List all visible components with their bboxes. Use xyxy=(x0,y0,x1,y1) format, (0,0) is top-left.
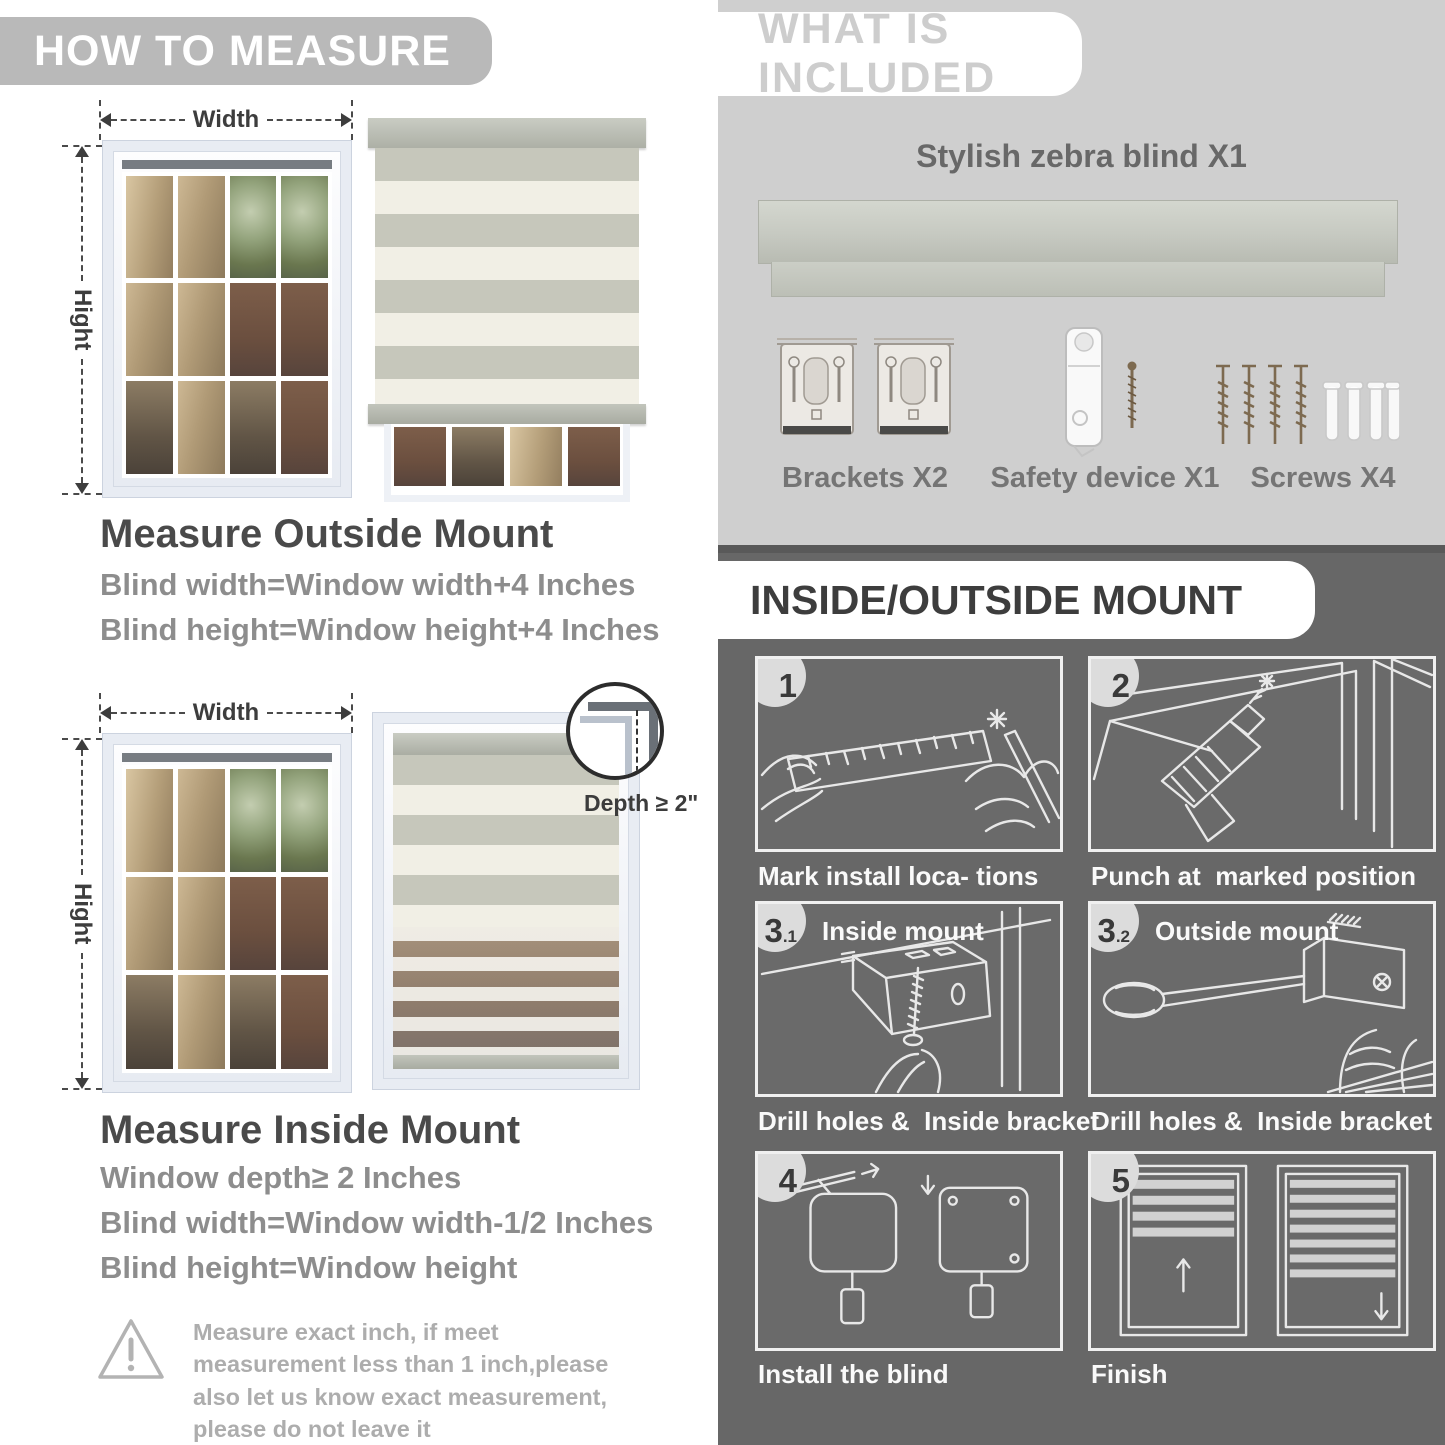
window-pane xyxy=(126,381,173,474)
dimension-tick xyxy=(62,1088,102,1090)
step-3-1-title: Inside mount xyxy=(822,916,984,946)
blind-bottom-rail xyxy=(393,1055,619,1069)
window-pane xyxy=(281,176,328,278)
window-sash-left xyxy=(126,176,225,474)
what-is-included-header-label: WHAT IS INCLUDED xyxy=(758,5,997,102)
window-pane xyxy=(510,427,562,486)
inside-mount-line-2: Blind width=Window width-1/2 Inches xyxy=(100,1205,654,1240)
window-pane xyxy=(281,769,328,872)
window-pane xyxy=(178,176,225,278)
blind-headrail-photo xyxy=(758,200,1398,264)
height-label: Hight xyxy=(69,883,96,945)
window-pane xyxy=(230,381,277,474)
window-pane xyxy=(230,176,277,278)
step-3-2-caption: Drill holes & Inside bracket xyxy=(1091,1106,1432,1136)
screws-label: Screws X4 xyxy=(1250,462,1396,494)
step-3-2-title: Outside mount xyxy=(1155,916,1339,946)
window-pane xyxy=(178,769,225,872)
window-sash-right xyxy=(230,769,329,1069)
step-panel-1 xyxy=(755,656,1063,852)
width-dimension xyxy=(100,701,352,725)
height-dimension xyxy=(70,146,94,494)
brackets-label: Brackets X2 xyxy=(781,462,949,494)
window-pane xyxy=(126,769,173,872)
dimension-tick xyxy=(351,693,353,733)
step-panel-4 xyxy=(755,1151,1063,1351)
window-bottom-photo xyxy=(384,424,630,502)
step-1-caption: Mark install loca- tions xyxy=(758,861,1039,891)
step-panel-2 xyxy=(1088,656,1436,852)
outside-mount-blind-figure xyxy=(368,118,646,504)
window-track xyxy=(122,753,332,762)
dimension-tick xyxy=(62,145,102,147)
blind-cassette xyxy=(368,118,646,148)
step-3-1-caption: Drill holes & Inside bracket xyxy=(758,1106,1099,1136)
dimension-dash xyxy=(81,750,83,875)
how-to-measure-header-label: HOW TO MEASURE xyxy=(34,26,451,75)
step-subnumber: .2 xyxy=(1115,927,1130,946)
width-dimension xyxy=(100,108,352,132)
step-panel-5 xyxy=(1088,1151,1436,1351)
window-pane xyxy=(178,975,225,1069)
dimension-tick xyxy=(62,738,102,740)
height-label: Hight xyxy=(69,289,96,351)
outside-mount-line-2: Blind height=Window height+4 Inches xyxy=(100,612,660,647)
dimension-dash xyxy=(111,119,185,121)
window-photo xyxy=(102,140,352,498)
step-number: 5 xyxy=(1111,1162,1130,1199)
window-pane xyxy=(568,427,620,486)
step-number: 3 xyxy=(1097,912,1116,949)
up-arrow-icon xyxy=(75,739,89,750)
blind-bottom-rail xyxy=(368,404,646,424)
up-arrow-icon xyxy=(75,146,89,157)
window-track xyxy=(122,160,332,169)
dimension-dash xyxy=(81,359,83,483)
window-pane xyxy=(178,283,225,376)
window-pane xyxy=(230,877,277,971)
outside-mount-title: Measure Outside Mount xyxy=(100,512,554,556)
inside-mount-window-figure xyxy=(62,695,362,1095)
window-pane xyxy=(230,975,277,1069)
step-5-caption: Finish xyxy=(1091,1359,1168,1389)
window-sash-right xyxy=(230,176,329,474)
step-number: 2 xyxy=(1111,667,1130,704)
dimension-tick xyxy=(62,493,102,495)
step-panel-3-1 xyxy=(755,901,1063,1097)
blind-sheer-fabric xyxy=(393,927,619,1055)
window-pane xyxy=(178,381,225,474)
left-arrow-icon xyxy=(100,706,111,720)
dimension-tick xyxy=(99,693,101,733)
window-pane xyxy=(126,176,173,278)
safety-device-photo xyxy=(1040,326,1160,460)
step-2-illustration xyxy=(1091,659,1433,849)
width-label: Width xyxy=(192,106,260,133)
dimension-dash xyxy=(81,157,83,281)
what-is-included-header xyxy=(718,5,1082,102)
window-pane xyxy=(230,283,277,376)
window-pane xyxy=(394,427,446,486)
frame-corner-graphic xyxy=(588,702,658,772)
depth-label: Depth ≥ 2" xyxy=(584,790,699,816)
left-arrow-icon xyxy=(100,113,111,127)
blind-fabric xyxy=(375,148,639,404)
step-5-illustration xyxy=(1091,1154,1433,1348)
blind-fabric xyxy=(393,755,619,927)
window-sash-left xyxy=(126,769,225,1069)
inside-mount-title: Measure Inside Mount xyxy=(100,1108,521,1152)
window-pane xyxy=(281,381,328,474)
step-number: 4 xyxy=(778,1162,797,1199)
inside-mount-line-1: Window depth≥ 2 Inches xyxy=(100,1160,462,1195)
depth-dashed-line xyxy=(636,710,638,772)
safety-device-label: Safety device X1 xyxy=(990,462,1220,494)
dimension-dash xyxy=(81,953,83,1078)
mount-guide-section xyxy=(718,545,1445,1445)
dimension-tick xyxy=(351,100,353,140)
outside-mount-window-figure xyxy=(62,102,362,502)
step-4-caption: Install the blind xyxy=(758,1359,949,1389)
screws-photo xyxy=(1210,360,1400,456)
height-dimension xyxy=(70,739,94,1089)
dimension-dash xyxy=(267,712,341,714)
measure-warning xyxy=(95,1316,611,1445)
mount-guide-header xyxy=(718,561,1315,639)
warning-text: Measure exact inch, if meet measurement less than 1 inch,please also let us know exact measurement, please do not leave it xyxy=(193,1319,609,1443)
step-panel-3-2 xyxy=(1088,901,1436,1097)
step-number: 3 xyxy=(764,912,783,949)
warning-triangle-icon xyxy=(95,1316,167,1384)
inside-mount-line-3: Blind height=Window height xyxy=(100,1250,518,1285)
mount-guide-header-label: INSIDE/OUTSIDE MOUNT xyxy=(750,576,1243,623)
window-pane xyxy=(126,283,173,376)
how-to-measure-header xyxy=(0,17,492,85)
window-pane xyxy=(126,975,173,1069)
window-pane xyxy=(452,427,504,486)
blind-valance-photo xyxy=(771,262,1385,297)
depth-detail-circle xyxy=(566,682,664,780)
step-subnumber: .1 xyxy=(782,927,797,946)
window-pane xyxy=(230,769,277,872)
window-pane xyxy=(126,877,173,971)
window-pane xyxy=(178,877,225,971)
window-pane xyxy=(281,283,328,376)
dimension-dash xyxy=(267,119,341,121)
what-is-included-section xyxy=(718,0,1445,545)
dimension-tick xyxy=(99,100,101,140)
window-photo xyxy=(102,733,352,1093)
width-label: Width xyxy=(192,699,260,726)
step-number: 1 xyxy=(778,667,797,704)
window-pane xyxy=(281,877,328,971)
brackets-photo xyxy=(773,330,958,458)
outside-mount-line-1: Blind width=Window width+4 Inches xyxy=(100,567,636,602)
product-label: Stylish zebra blind X1 xyxy=(916,138,1247,174)
dimension-dash xyxy=(111,712,185,714)
window-pane xyxy=(281,975,328,1069)
step-2-caption: Punch at marked position xyxy=(1091,861,1417,891)
